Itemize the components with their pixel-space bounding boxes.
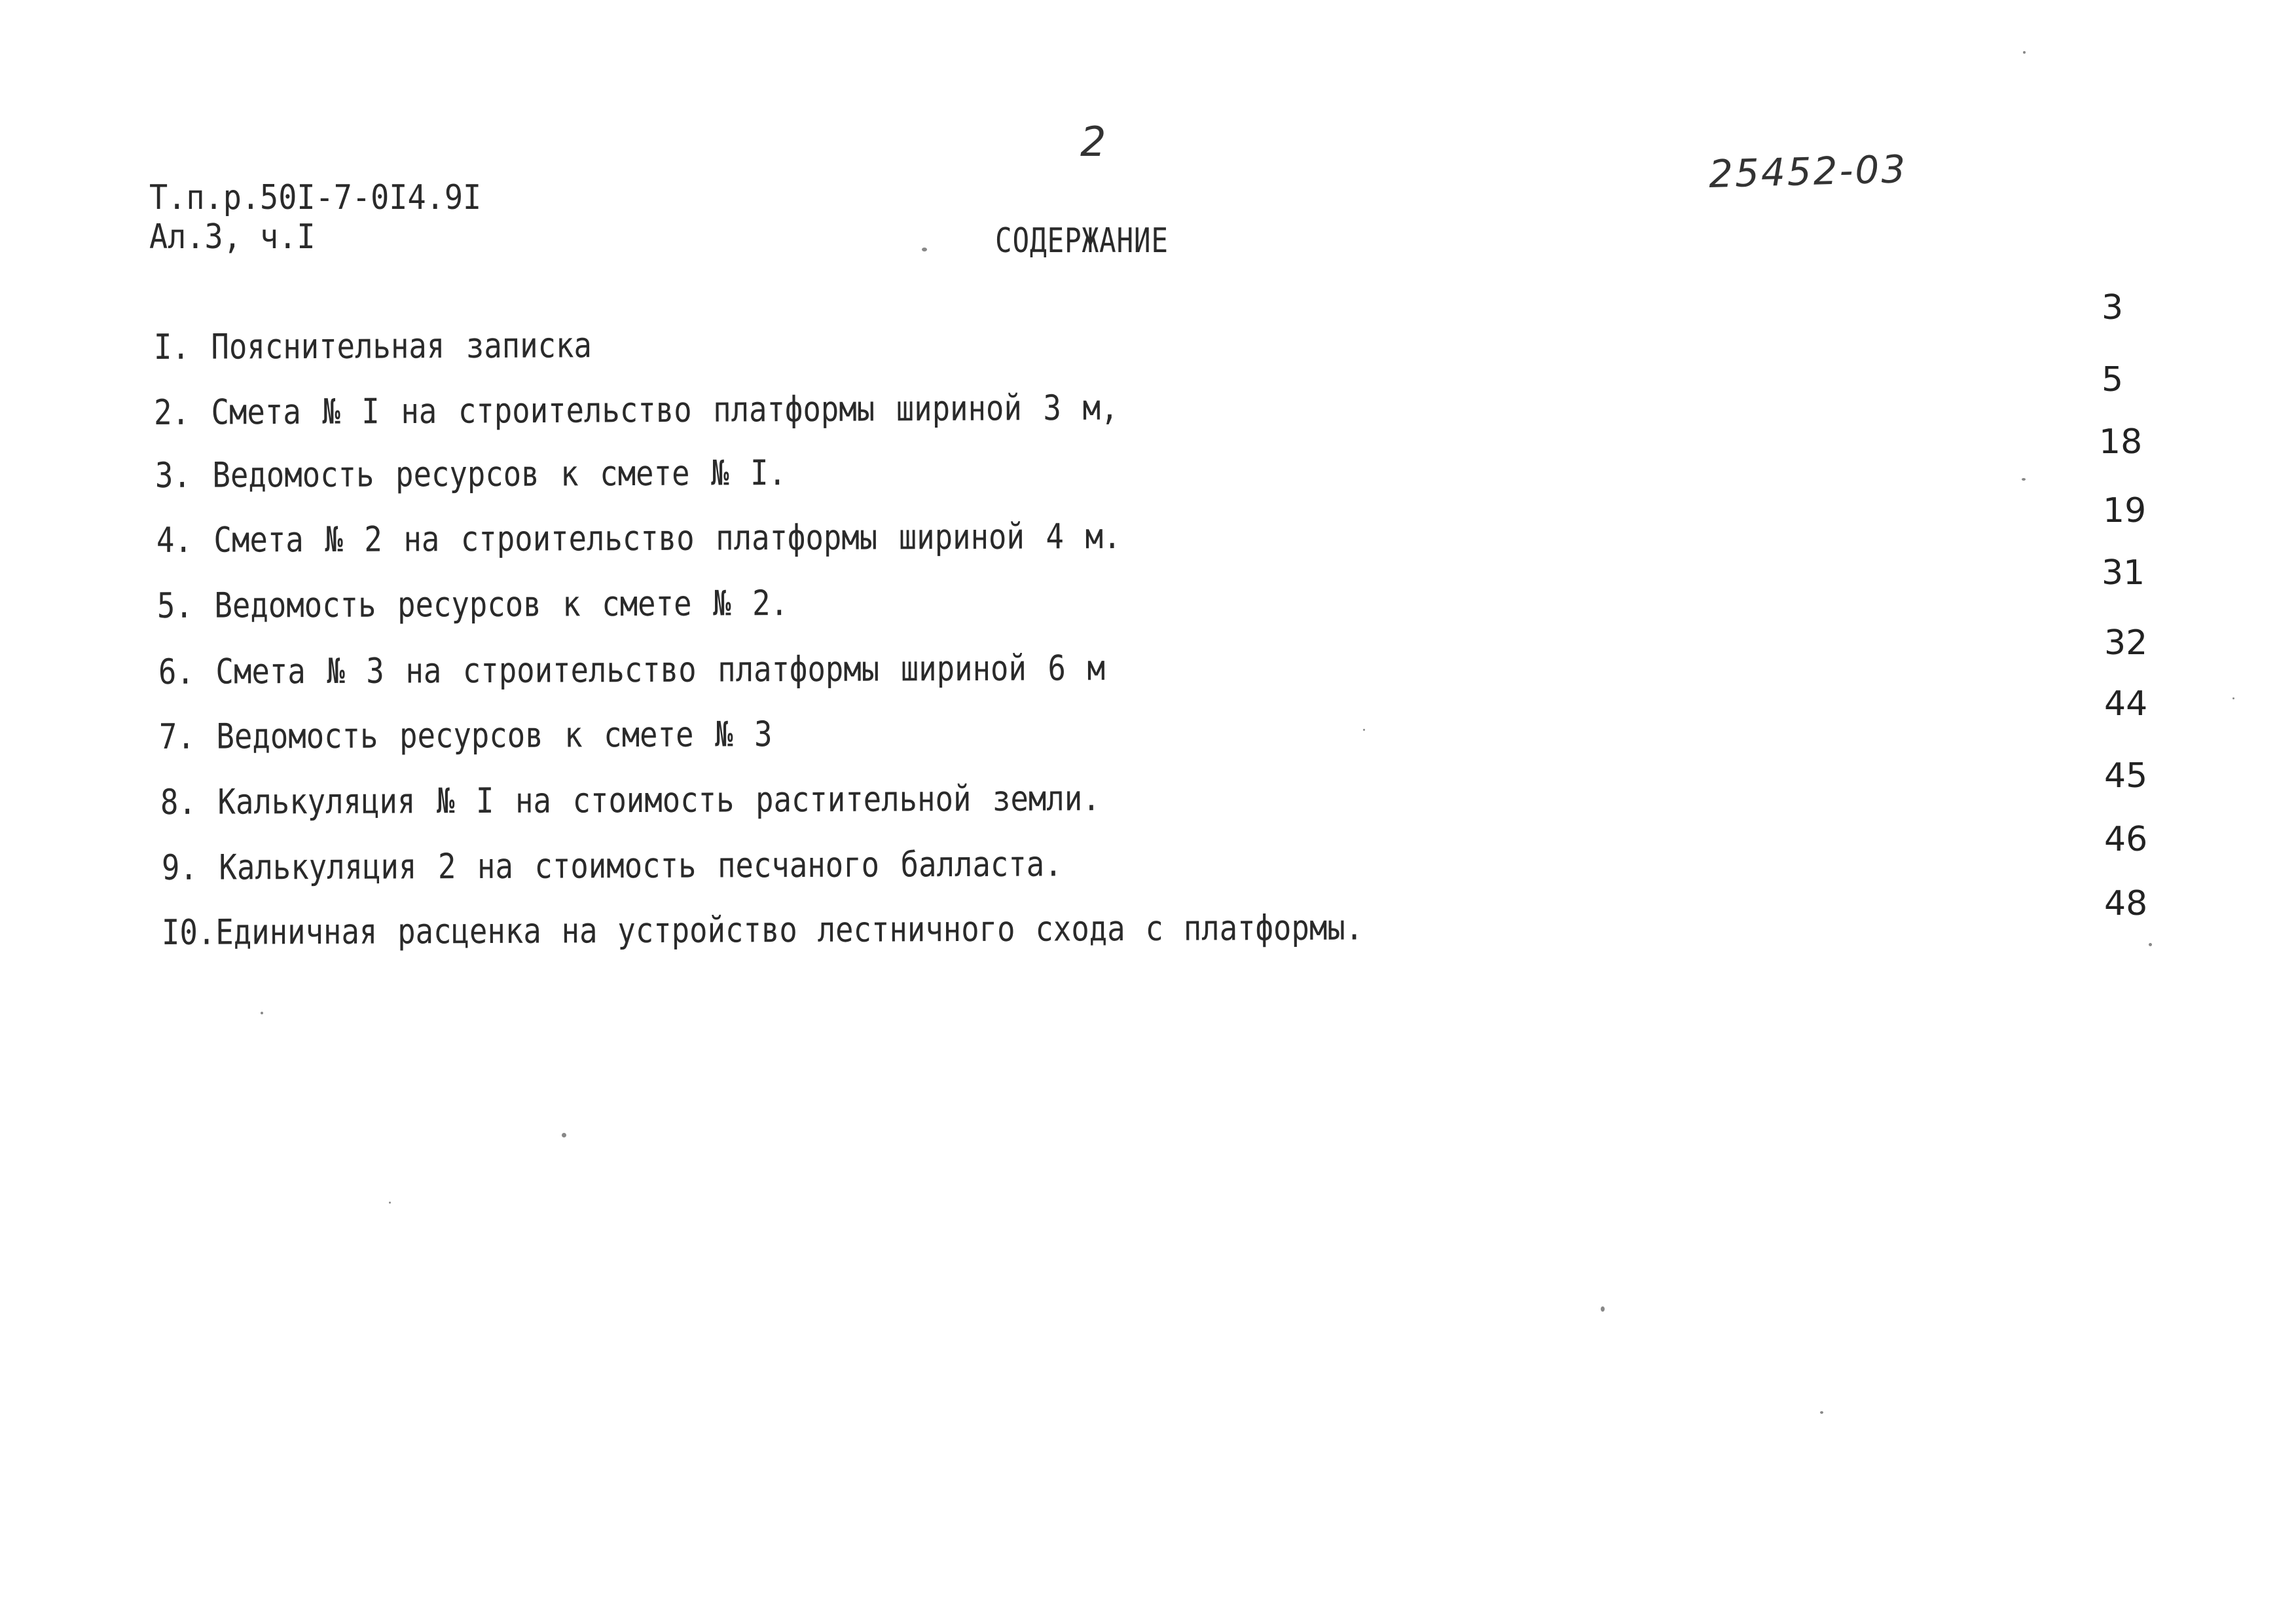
scan-speck: [2149, 943, 2152, 946]
scan-speck: [2022, 478, 2026, 481]
toc-item: [155, 453, 786, 496]
scan-speck: [1601, 1306, 1605, 1312]
toc-item-title: Единичная расценка на устройство лестничного схода с платформы.: [215, 908, 1364, 953]
toc-item-number: 7.: [158, 716, 195, 757]
toc-page-number: 31: [2102, 553, 2145, 593]
toc-item-number: 5.: [156, 585, 193, 626]
scan-speck: [562, 1133, 566, 1137]
toc-item-number: I0.: [161, 912, 216, 953]
toc-page-number: 3: [2102, 288, 2124, 327]
toc-page-number: 45: [2104, 756, 2148, 796]
scan-speck: [2023, 51, 2026, 54]
page-numbers-column: [2095, 288, 2174, 943]
toc-item-title: Смета № 2 на строительство платформы шириной 4 м.: [213, 517, 1121, 561]
toc-item-number: 8.: [160, 782, 196, 822]
toc-item-number: 9.: [161, 847, 198, 888]
designation-line-1: Т.п.р.50I-7-0I4.9I: [149, 178, 482, 217]
toc-item-number: 3.: [155, 455, 191, 496]
scan-speck: [2232, 697, 2234, 699]
toc-page-number: 18: [2099, 422, 2143, 462]
toc-item-number: 4.: [156, 520, 192, 561]
scan-speck: [922, 248, 927, 251]
toc-item-title: Ведомость ресурсов к смете № 2.: [214, 583, 789, 626]
scan-speck: [261, 1012, 263, 1014]
toc-item-title: Смета № 3 на строительство платформы шириной 6 м: [215, 648, 1106, 692]
designation-line-2: Ал.3, ч.I: [149, 217, 316, 257]
document-designation: [149, 178, 481, 257]
contents-heading: СОДЕРЖАНИЕ: [995, 221, 1169, 261]
toc-item: [162, 844, 1063, 888]
toc-item: [160, 779, 1101, 822]
toc-item: [159, 714, 773, 757]
toc-page-number: 48: [2104, 884, 2148, 923]
toc-item: [162, 908, 1363, 953]
toc-item-title: Калькуляция № I на стоимость растительной земли.: [217, 779, 1101, 822]
toc-page-number: 32: [2104, 623, 2148, 663]
toc-item-title: Пояснительная записка: [211, 325, 592, 367]
scan-speck: [1363, 729, 1365, 731]
toc-item-number: 6.: [158, 652, 194, 692]
toc-page-number: 19: [2103, 491, 2147, 530]
toc-item: [154, 388, 1119, 433]
toc-item: [156, 517, 1121, 561]
toc-item-title: Калькуляция 2 на стоимость песчаного балласта.: [219, 844, 1063, 888]
toc-item-title: Ведомость ресурсов к смете № 3: [216, 714, 773, 757]
page-number: 2: [1080, 118, 1106, 166]
toc-item: [154, 325, 592, 367]
toc-page-number: 5: [2102, 360, 2124, 399]
toc-item-number: I.: [153, 327, 190, 367]
toc-item: [157, 583, 788, 626]
toc-item-number: 2.: [153, 392, 191, 433]
toc-page-number: 44: [2104, 684, 2148, 724]
toc-page-number: 46: [2104, 820, 2148, 859]
scan-speck: [1820, 1411, 1823, 1414]
toc-item-title: Ведомость ресурсов к смете № I.: [212, 453, 787, 496]
document-code: 25452-03: [1708, 147, 1908, 196]
toc-item: [158, 648, 1105, 692]
toc-item-title: Смета № I на строительство платформы шириной 3 м,: [211, 388, 1119, 433]
scan-speck: [389, 1202, 391, 1204]
